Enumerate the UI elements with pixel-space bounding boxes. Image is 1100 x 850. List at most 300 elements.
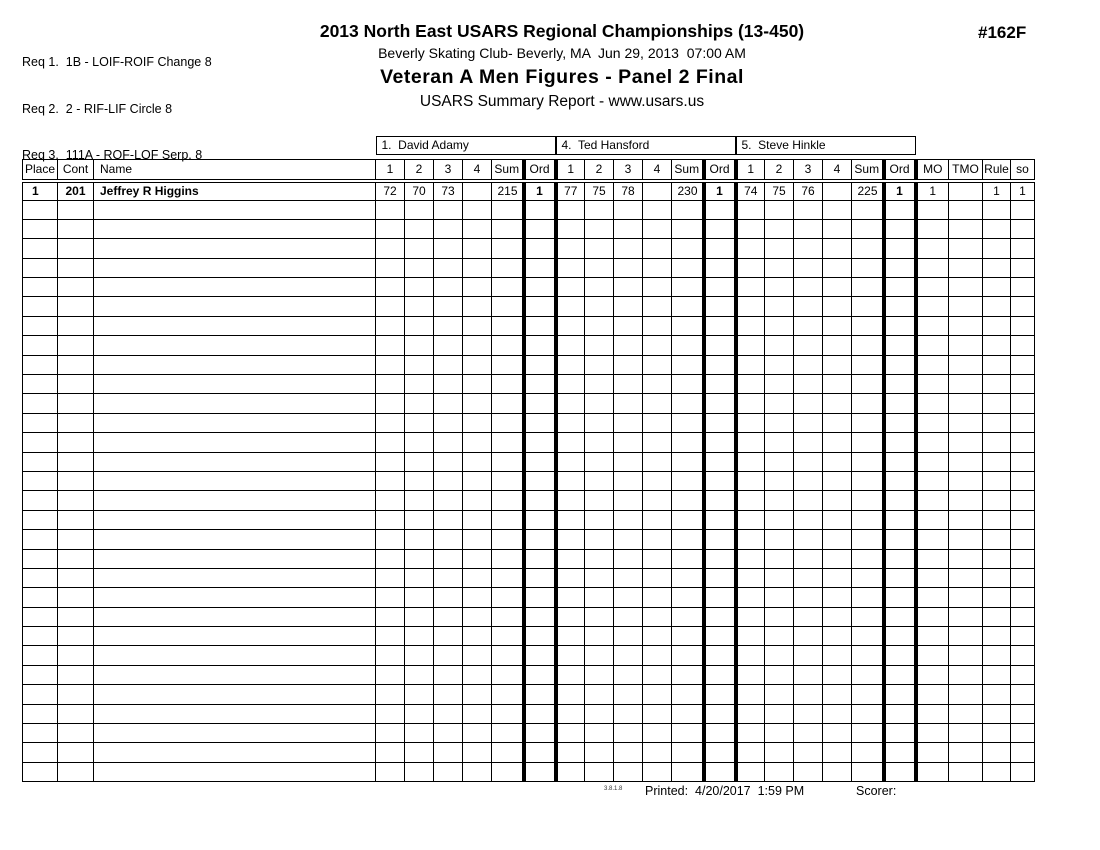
cell-score xyxy=(434,568,463,587)
col-header-3: 3 xyxy=(614,160,643,181)
table-row xyxy=(23,491,1035,510)
cell-score xyxy=(614,724,643,743)
cell-score xyxy=(376,336,405,355)
cell-score xyxy=(794,452,823,471)
cell-name xyxy=(94,568,376,587)
cell-name xyxy=(94,510,376,529)
cell-sum xyxy=(672,665,704,684)
cell-score xyxy=(614,646,643,665)
cell-score xyxy=(614,665,643,684)
cell-sum xyxy=(852,316,884,335)
cell-score xyxy=(614,278,643,297)
table-row xyxy=(23,355,1035,374)
cell-score xyxy=(823,530,852,549)
cell-score xyxy=(765,704,794,723)
cell-sum xyxy=(852,646,884,665)
table-row xyxy=(23,510,1035,529)
cell-score xyxy=(643,336,672,355)
cell-score xyxy=(614,297,643,316)
cell-ord xyxy=(884,471,916,490)
cell-score xyxy=(614,762,643,781)
cell-sum xyxy=(672,549,704,568)
cell-score xyxy=(405,258,434,277)
cell-name xyxy=(94,258,376,277)
cell-so xyxy=(1011,316,1035,335)
cell-score xyxy=(614,510,643,529)
cell-score xyxy=(823,336,852,355)
cell-score xyxy=(823,685,852,704)
cell-score xyxy=(463,743,492,762)
cell-ord xyxy=(704,491,736,510)
cell-ord xyxy=(524,355,556,374)
cell-sum xyxy=(492,665,524,684)
cell-ord xyxy=(524,704,556,723)
cell-cont xyxy=(58,646,94,665)
cell-score xyxy=(794,588,823,607)
cell-tmo xyxy=(949,471,983,490)
cell-sum xyxy=(672,239,704,258)
requirement-line-2: Req 2. 2 - RIF-LIF Circle 8 xyxy=(22,101,173,116)
cell-cont xyxy=(58,239,94,258)
cell-ord xyxy=(524,762,556,781)
cell-rule xyxy=(983,530,1011,549)
cell-so xyxy=(1011,471,1035,490)
cell-score xyxy=(376,219,405,238)
cell-ord xyxy=(884,491,916,510)
cell-score xyxy=(463,549,492,568)
cell-score xyxy=(765,297,794,316)
cell-score xyxy=(585,607,614,626)
cell-name xyxy=(94,549,376,568)
cell-sum xyxy=(492,646,524,665)
cell-score xyxy=(765,510,794,529)
cell-place xyxy=(23,627,58,646)
report-title: 2013 North East USARS Regional Championships (13-450) xyxy=(319,21,805,41)
cell-score xyxy=(794,607,823,626)
cell-sum xyxy=(492,258,524,277)
cell-ord xyxy=(524,491,556,510)
cell-place xyxy=(23,704,58,723)
cell-score xyxy=(434,549,463,568)
cell-sum xyxy=(492,278,524,297)
cell-sum: 230 xyxy=(672,181,704,201)
cell-ord xyxy=(524,239,556,258)
cell-score xyxy=(405,394,434,413)
cell-so xyxy=(1011,665,1035,684)
col-header-2: 2 xyxy=(765,160,794,181)
cell-score xyxy=(794,413,823,432)
cell-sum: 215 xyxy=(492,181,524,201)
cell-score xyxy=(765,665,794,684)
cell-cont xyxy=(58,336,94,355)
cell-score xyxy=(463,394,492,413)
cell-score xyxy=(434,316,463,335)
cell-ord: 1 xyxy=(524,181,556,201)
cell-sum xyxy=(852,627,884,646)
cell-score xyxy=(556,607,585,626)
cell-rule xyxy=(983,375,1011,394)
cell-sum xyxy=(852,433,884,452)
cell-score xyxy=(765,491,794,510)
cell-score xyxy=(405,530,434,549)
cell-cont xyxy=(58,665,94,684)
cell-score: 77 xyxy=(556,181,585,201)
cell-ord xyxy=(704,297,736,316)
cell-score xyxy=(556,491,585,510)
cell-name xyxy=(94,336,376,355)
col-header-2: 2 xyxy=(585,160,614,181)
cell-place xyxy=(23,394,58,413)
cell-sum xyxy=(492,316,524,335)
cell-score xyxy=(823,588,852,607)
cell-score xyxy=(736,413,765,432)
table-row xyxy=(23,239,1035,258)
cell-ord xyxy=(704,278,736,297)
cell-ord xyxy=(704,530,736,549)
cell-sum xyxy=(492,704,524,723)
cell-sum xyxy=(852,375,884,394)
cell-score xyxy=(614,355,643,374)
cell-mo xyxy=(916,530,949,549)
judge-box-cell-3 xyxy=(736,136,916,160)
cell-ord xyxy=(704,646,736,665)
cell-score xyxy=(643,665,672,684)
cell-score xyxy=(463,646,492,665)
cell-score xyxy=(765,549,794,568)
cell-rule xyxy=(983,762,1011,781)
cell-score xyxy=(585,588,614,607)
cell-score xyxy=(794,471,823,490)
cell-score xyxy=(614,239,643,258)
cell-sum xyxy=(852,278,884,297)
cell-score xyxy=(556,239,585,258)
cell-score xyxy=(643,239,672,258)
cell-score xyxy=(736,336,765,355)
cell-sum xyxy=(492,452,524,471)
col-header-name: Name xyxy=(94,160,376,181)
cell-score xyxy=(463,471,492,490)
cell-tmo xyxy=(949,336,983,355)
cell-score xyxy=(643,607,672,626)
cell-place xyxy=(23,530,58,549)
cell-tmo xyxy=(949,685,983,704)
cell-score xyxy=(736,297,765,316)
cell-cont xyxy=(58,568,94,587)
cell-score xyxy=(585,219,614,238)
cell-rule xyxy=(983,452,1011,471)
cell-score xyxy=(823,762,852,781)
cell-score xyxy=(614,219,643,238)
cell-score xyxy=(823,549,852,568)
cell-sum xyxy=(852,471,884,490)
cell-score xyxy=(434,336,463,355)
cell-ord xyxy=(884,316,916,335)
cell-mo xyxy=(916,355,949,374)
cell-score xyxy=(585,413,614,432)
cell-ord xyxy=(524,510,556,529)
cell-ord xyxy=(524,258,556,277)
cell-ord: 1 xyxy=(704,181,736,201)
cell-score xyxy=(405,316,434,335)
cell-cont xyxy=(58,743,94,762)
cell-ord xyxy=(884,549,916,568)
cell-name xyxy=(94,278,376,297)
cell-score xyxy=(585,471,614,490)
cell-sum xyxy=(852,297,884,316)
cell-sum xyxy=(852,685,884,704)
table-row xyxy=(23,433,1035,452)
cell-score xyxy=(823,724,852,743)
cell-score xyxy=(434,297,463,316)
judge-name: 4. Ted Hansford xyxy=(556,136,736,155)
cell-score xyxy=(643,549,672,568)
cell-score xyxy=(614,336,643,355)
cell-ord xyxy=(524,665,556,684)
cell-sum xyxy=(852,549,884,568)
cell-score xyxy=(765,200,794,219)
cell-ord xyxy=(884,336,916,355)
cell-so xyxy=(1011,278,1035,297)
cell-score xyxy=(736,355,765,374)
cell-ord xyxy=(704,316,736,335)
cell-sum xyxy=(852,762,884,781)
cell-score xyxy=(736,646,765,665)
cell-sum xyxy=(492,724,524,743)
cell-sum xyxy=(852,588,884,607)
cell-score xyxy=(643,394,672,413)
cell-place xyxy=(23,452,58,471)
cell-score xyxy=(376,530,405,549)
col-header-ord: Ord xyxy=(884,160,916,181)
cell-so xyxy=(1011,219,1035,238)
cell-score xyxy=(585,452,614,471)
cell-score xyxy=(643,588,672,607)
cell-score xyxy=(765,355,794,374)
cell-sum xyxy=(492,491,524,510)
cell-tmo xyxy=(949,258,983,277)
cell-sum xyxy=(492,355,524,374)
cell-ord xyxy=(884,239,916,258)
requirement-line-3: Req 3. 111A - ROF-LOF Serp. 8 xyxy=(22,148,203,162)
cell-mo xyxy=(916,278,949,297)
cell-name xyxy=(94,724,376,743)
cell-sum xyxy=(492,413,524,432)
col-header-4: 4 xyxy=(463,160,492,181)
cell-score xyxy=(736,375,765,394)
cell-score xyxy=(376,704,405,723)
cell-rule xyxy=(983,724,1011,743)
table-row xyxy=(23,627,1035,646)
col-header-4: 4 xyxy=(823,160,852,181)
report-subtitle: Beverly Skating Club- Beverly, MA Jun 29, 2013 07:00 AM xyxy=(378,45,746,61)
cell-ord xyxy=(704,627,736,646)
cell-name xyxy=(94,491,376,510)
cell-sum xyxy=(492,685,524,704)
cell-ord xyxy=(704,724,736,743)
cell-score xyxy=(823,278,852,297)
cell-ord xyxy=(704,200,736,219)
cell-score xyxy=(405,413,434,432)
cell-cont xyxy=(58,355,94,374)
cell-score xyxy=(405,452,434,471)
cell-sum: 225 xyxy=(852,181,884,201)
cell-place xyxy=(23,724,58,743)
cell-score xyxy=(585,336,614,355)
cell-score xyxy=(643,200,672,219)
cell-cont xyxy=(58,530,94,549)
cell-score xyxy=(463,219,492,238)
cell-so xyxy=(1011,510,1035,529)
cell-score xyxy=(556,336,585,355)
cell-score xyxy=(405,588,434,607)
cell-score xyxy=(585,200,614,219)
cell-score xyxy=(405,375,434,394)
report-header xyxy=(162,21,962,111)
cell-cont xyxy=(58,724,94,743)
cell-score xyxy=(765,433,794,452)
cell-ord xyxy=(884,355,916,374)
cell-ord xyxy=(704,471,736,490)
cell-score xyxy=(765,471,794,490)
cell-mo xyxy=(916,762,949,781)
cell-score: 75 xyxy=(585,181,614,201)
cell-tmo xyxy=(949,181,983,201)
cell-cont xyxy=(58,607,94,626)
cell-rule xyxy=(983,646,1011,665)
cell-score xyxy=(434,704,463,723)
cell-mo xyxy=(916,219,949,238)
cell-ord xyxy=(884,278,916,297)
cell-so xyxy=(1011,200,1035,219)
cell-score xyxy=(736,452,765,471)
cell-score xyxy=(823,316,852,335)
cell-score xyxy=(643,297,672,316)
cell-ord xyxy=(704,665,736,684)
cell-ord xyxy=(884,433,916,452)
cell-place xyxy=(23,665,58,684)
col-header-ord: Ord xyxy=(524,160,556,181)
cell-sum xyxy=(492,200,524,219)
cell-score xyxy=(434,239,463,258)
col-header-ord: Ord xyxy=(704,160,736,181)
cell-so xyxy=(1011,685,1035,704)
cell-ord xyxy=(704,239,736,258)
cell-ord xyxy=(524,724,556,743)
cell-score xyxy=(823,743,852,762)
cell-sum xyxy=(852,704,884,723)
cell-sum xyxy=(672,297,704,316)
cell-score xyxy=(643,316,672,335)
cell-place xyxy=(23,200,58,219)
cell-sum xyxy=(672,375,704,394)
cell-ord xyxy=(704,258,736,277)
cell-score xyxy=(614,607,643,626)
cell-score xyxy=(614,452,643,471)
cell-sum xyxy=(672,530,704,549)
cell-place: 1 xyxy=(23,181,58,201)
cell-ord xyxy=(884,200,916,219)
cell-score xyxy=(643,704,672,723)
cell-place xyxy=(23,316,58,335)
cell-score xyxy=(434,375,463,394)
cell-score xyxy=(823,568,852,587)
cell-score xyxy=(376,743,405,762)
cell-score xyxy=(585,297,614,316)
cell-sum xyxy=(672,704,704,723)
cell-cont xyxy=(58,433,94,452)
cell-score xyxy=(405,646,434,665)
cell-place xyxy=(23,375,58,394)
cell-score xyxy=(556,627,585,646)
cell-so xyxy=(1011,588,1035,607)
cell-score xyxy=(794,297,823,316)
cell-sum xyxy=(672,258,704,277)
cell-score xyxy=(585,762,614,781)
col-header-sum: Sum xyxy=(672,160,704,181)
cell-score xyxy=(463,413,492,432)
cell-score xyxy=(376,724,405,743)
cell-ord xyxy=(524,433,556,452)
cell-place xyxy=(23,743,58,762)
cell-score xyxy=(376,452,405,471)
cell-cont xyxy=(58,278,94,297)
cell-tmo xyxy=(949,200,983,219)
cell-name xyxy=(94,646,376,665)
cell-sum xyxy=(852,394,884,413)
cell-score xyxy=(614,433,643,452)
cell-ord xyxy=(704,704,736,723)
cell-score xyxy=(736,471,765,490)
cell-score xyxy=(585,685,614,704)
cell-sum xyxy=(672,627,704,646)
cell-place xyxy=(23,762,58,781)
cell-sum xyxy=(852,413,884,432)
cell-score xyxy=(376,297,405,316)
cell-name xyxy=(94,200,376,219)
cell-sum xyxy=(672,685,704,704)
cell-score xyxy=(463,258,492,277)
cell-score xyxy=(556,743,585,762)
cell-score xyxy=(463,568,492,587)
cell-mo xyxy=(916,724,949,743)
cell-score xyxy=(823,627,852,646)
cell-score xyxy=(765,336,794,355)
cell-score xyxy=(643,413,672,432)
cell-rule xyxy=(983,665,1011,684)
col-header-rule: Rule xyxy=(983,160,1011,181)
cell-score xyxy=(434,665,463,684)
cell-so xyxy=(1011,491,1035,510)
results-table xyxy=(22,136,1035,782)
cell-mo: 1 xyxy=(916,181,949,201)
cell-score xyxy=(643,530,672,549)
cell-score xyxy=(556,316,585,335)
cell-place xyxy=(23,588,58,607)
results-table-wrapper xyxy=(22,136,1035,782)
cell-name xyxy=(94,219,376,238)
cell-score xyxy=(736,278,765,297)
cell-cont xyxy=(58,549,94,568)
cell-ord xyxy=(524,568,556,587)
cell-sum xyxy=(852,200,884,219)
cell-score xyxy=(434,452,463,471)
cell-ord xyxy=(704,219,736,238)
table-row xyxy=(23,549,1035,568)
cell-sum xyxy=(852,258,884,277)
cell-score xyxy=(376,200,405,219)
cell-score xyxy=(614,685,643,704)
cell-mo xyxy=(916,607,949,626)
